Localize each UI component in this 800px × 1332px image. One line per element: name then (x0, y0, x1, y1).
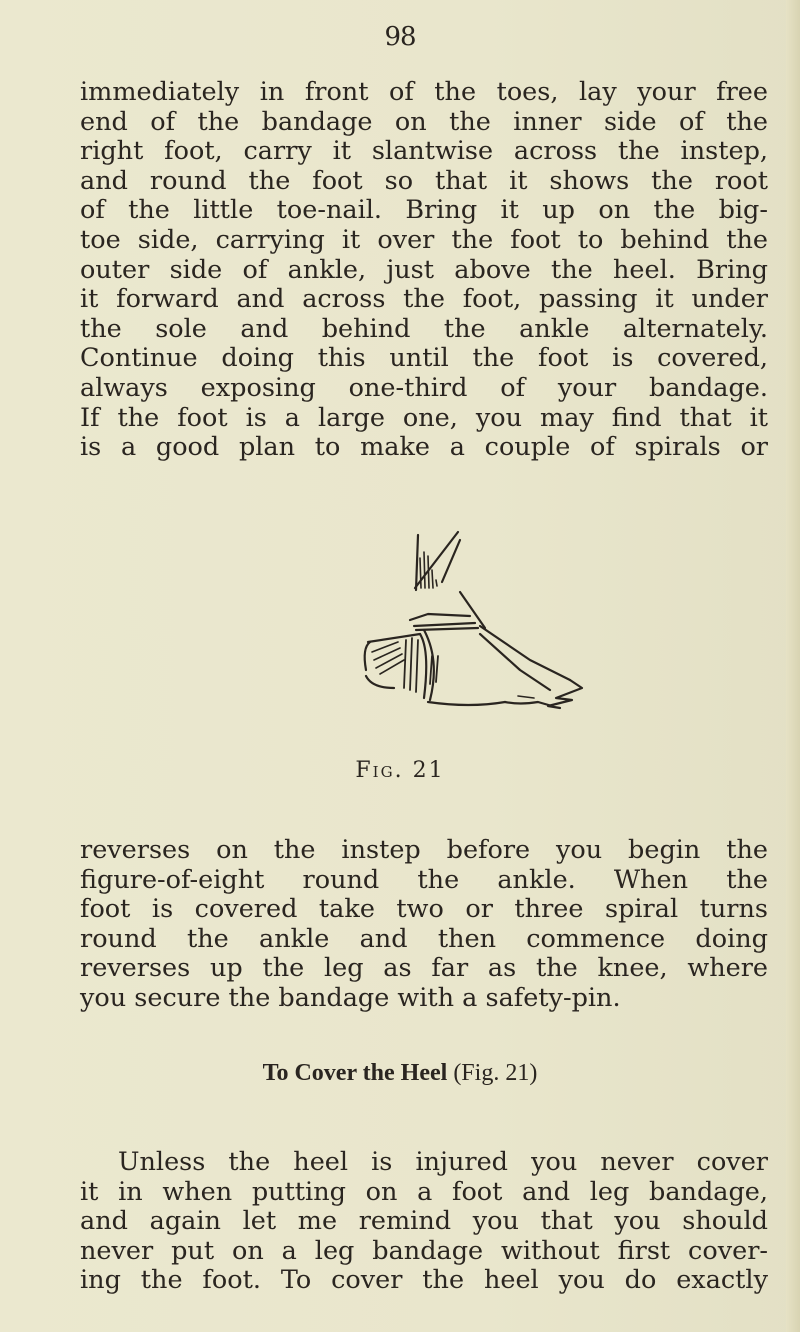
paragraph-2-line: foot is covered take two or three spiral turns (80, 894, 768, 925)
paragraph-1-line: the sole and behind the ankle alternately. (80, 313, 768, 344)
paragraph-1-line: is a good plan to make a couple of spirals or (80, 432, 768, 463)
paragraph-1 (80, 78, 768, 463)
paragraph-1-line: end of the bandage on the inner side of the (80, 106, 768, 137)
paragraph-3-line: never put on a leg bandage without first cover- (80, 1235, 768, 1266)
paragraph-2-line: figure-of-eight round the ankle. When the (80, 864, 768, 895)
paragraph-1-line: it forward and across the foot, passing it under (80, 284, 768, 315)
page-number: 98 (384, 22, 416, 52)
section-heading-title: To Cover the Heel (262, 1060, 448, 1086)
figure-caption-number: 21 (412, 758, 445, 783)
paragraph-3 (80, 1148, 768, 1296)
section-heading-reference: (Fig. 21) (453, 1060, 538, 1086)
paragraph-1-line: immediately in front of the toes, lay your free (80, 77, 768, 107)
paragraph-2-line: reverses on the instep before you begin the (80, 835, 768, 865)
page-edge (786, 0, 800, 1332)
paragraph-2-line: you secure the bandage with a safety-pin. (80, 982, 621, 1013)
paragraph-1-line: right foot, carry it slantwise across the instep, (80, 136, 768, 167)
paragraph-1-line: and round the foot so that it shows the root (80, 165, 768, 196)
paragraph-3-line: and again let me remind you that you should (80, 1206, 768, 1237)
paragraph-2-line: reverses up the leg as far as the knee, where (80, 953, 768, 984)
paragraph-1-line: of the little toe-nail. Bring it up on the big- (80, 195, 768, 226)
section-heading (0, 1060, 800, 1087)
figure-caption (0, 758, 800, 783)
figure-caption-prefix: Fig. (355, 758, 404, 783)
paragraph-1-line: toe side, carrying it over the foot to behind the (80, 224, 768, 255)
paragraph-1-line: If the foot is a large one, you may find that it (80, 402, 768, 433)
paragraph-2-line: round the ankle and then commence doing (80, 923, 768, 954)
paragraph-3-line: ing the foot. To cover the heel you do exactly (80, 1265, 768, 1296)
bandaged-foot-heel-illustration (320, 530, 600, 730)
paragraph-1-line: always exposing one-third of your bandage. (80, 372, 768, 403)
paragraph-2 (80, 836, 768, 1014)
paragraph-1-line: outer side of ankle, just above the heel. Bring (80, 254, 768, 285)
paragraph-3-line: it in when putting on a foot and leg bandage, (80, 1176, 768, 1207)
paragraph-3-line: Unless the heel is injured you never cover (118, 1147, 768, 1177)
paragraph-1-line: Continue doing this until the foot is covered, (80, 343, 768, 374)
